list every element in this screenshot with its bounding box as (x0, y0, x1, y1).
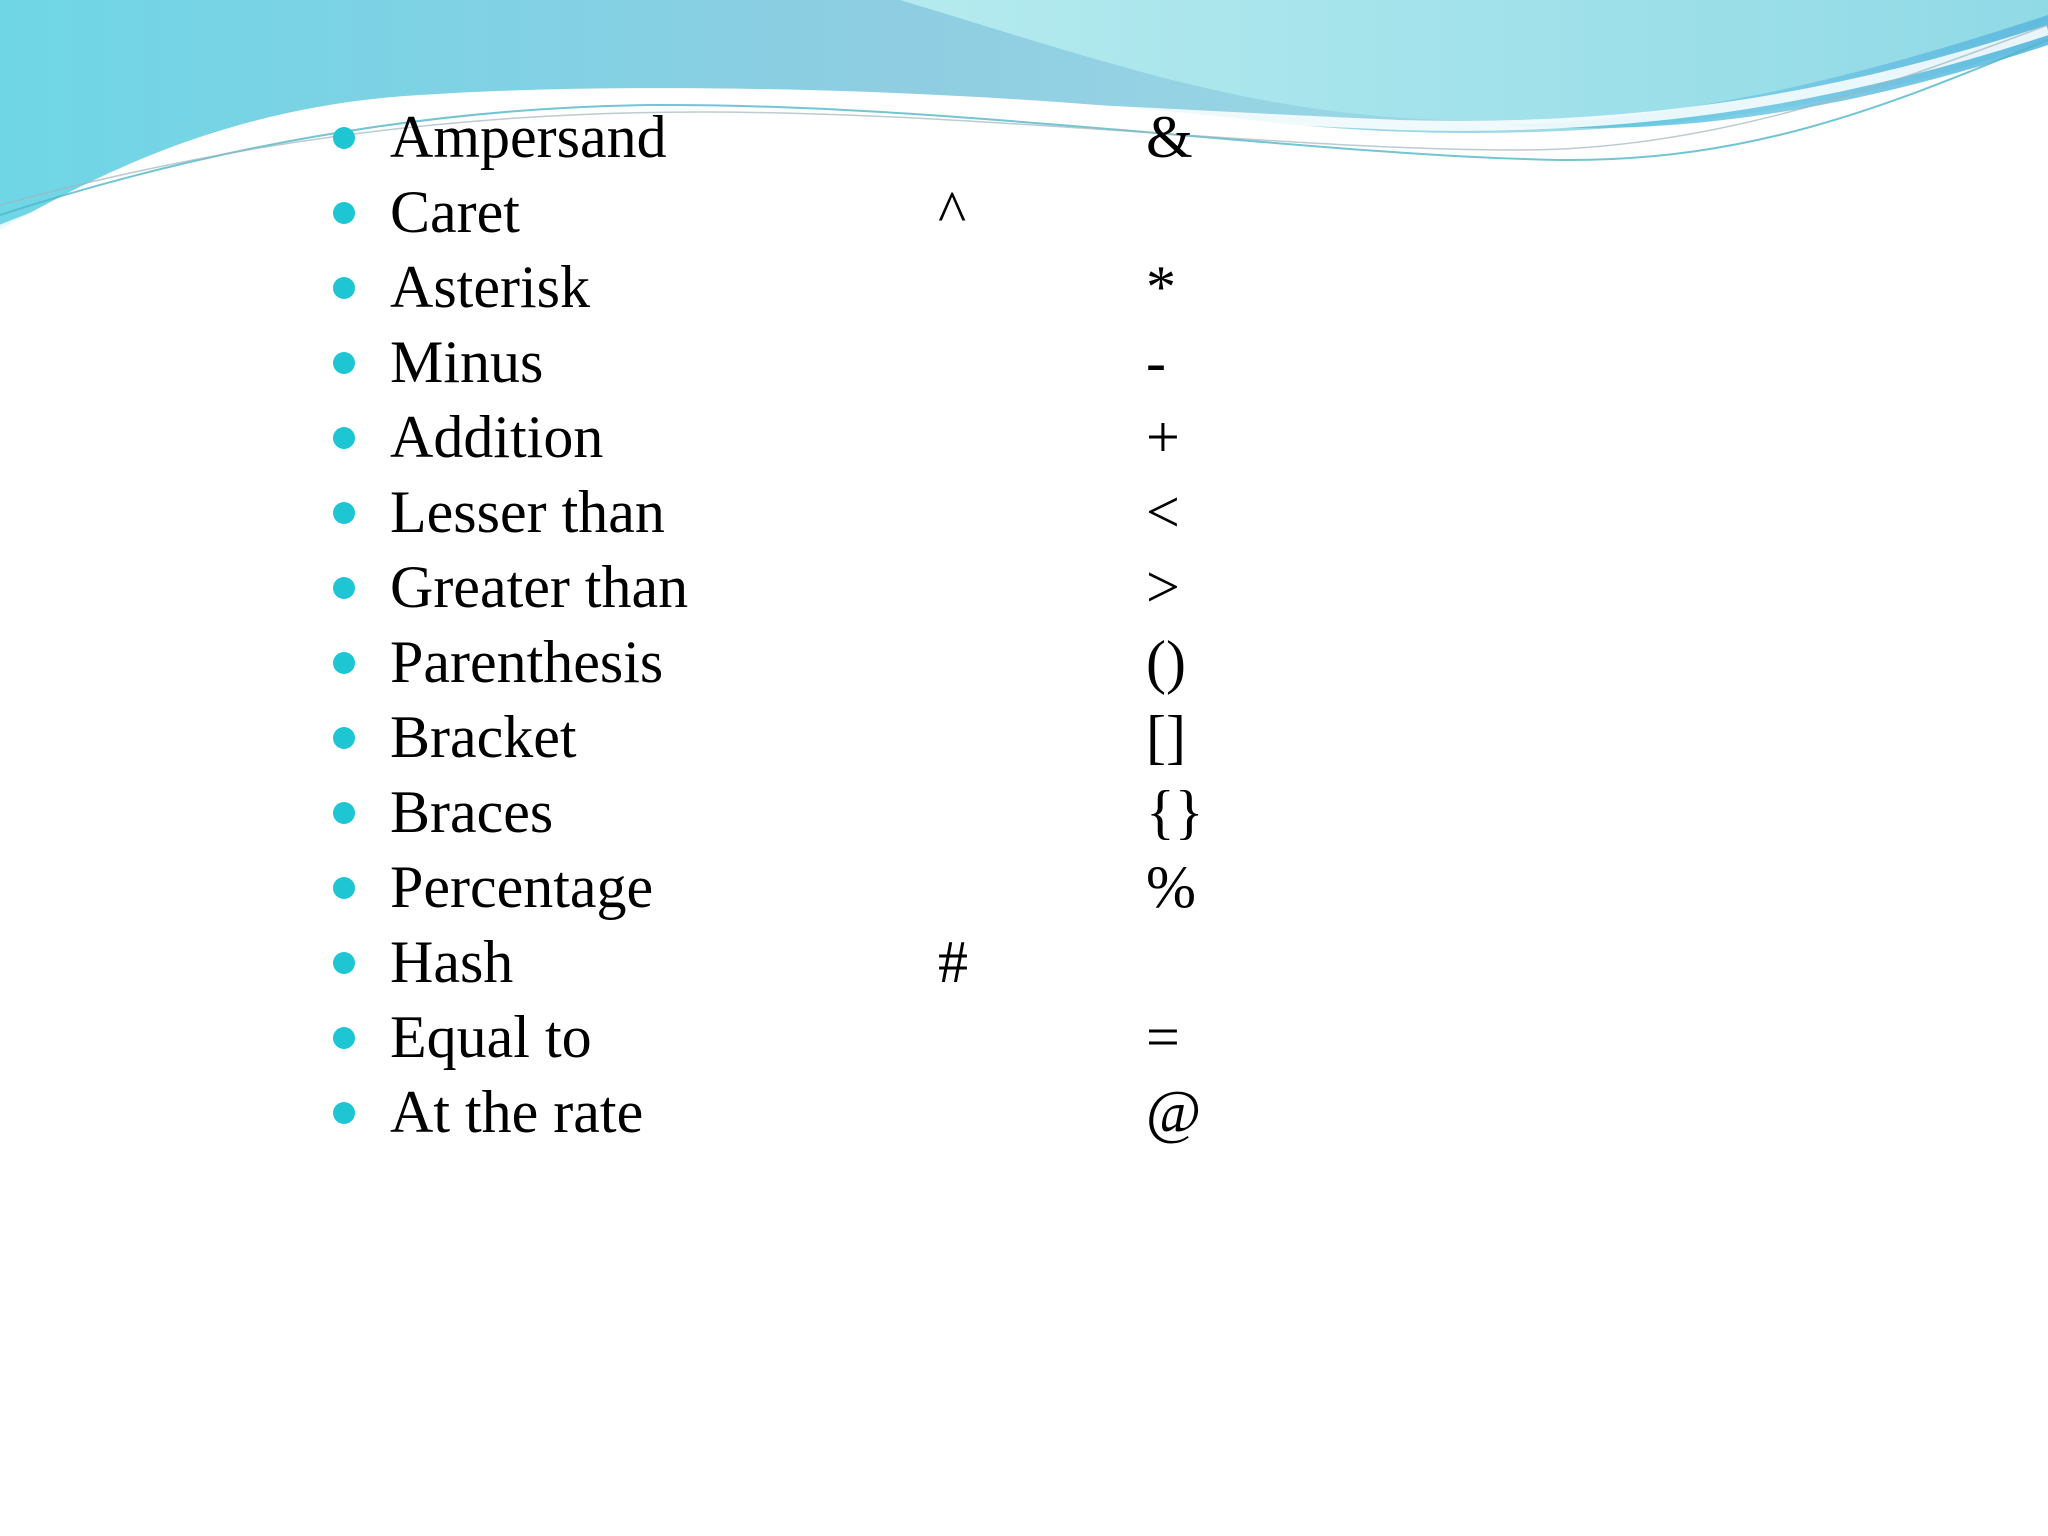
symbol-name: Addition (390, 404, 604, 470)
symbol-name: Ampersand (390, 104, 667, 170)
list-item (0, 550, 1400, 625)
symbol-glyph: @ (1146, 1079, 1202, 1145)
list-item (0, 625, 1400, 700)
symbol-name: Equal to (390, 1004, 592, 1070)
bullet-icon (333, 352, 355, 374)
list-item (0, 775, 1400, 850)
symbol-glyph: - (1146, 329, 1166, 395)
list-item (0, 400, 1400, 475)
symbol-glyph: + (1146, 404, 1180, 470)
symbol-name: Braces (390, 779, 554, 845)
symbol-glyph: [] (1146, 704, 1186, 770)
symbol-glyph: < (1146, 479, 1180, 545)
symbol-glyph: ^ (938, 179, 967, 245)
bullet-icon (333, 1102, 355, 1124)
list-item (0, 100, 1400, 175)
symbol-glyph: # (938, 929, 968, 995)
bullet-icon (333, 577, 355, 599)
symbol-name: Parenthesis (390, 629, 664, 695)
symbol-name: At the rate (390, 1079, 644, 1145)
list-item (0, 925, 1400, 1000)
symbol-name: Percentage (390, 854, 654, 920)
symbol-glyph: & (1146, 104, 1193, 170)
symbol-glyph: * (1146, 254, 1176, 320)
list-item (0, 325, 1400, 400)
bullet-icon (333, 427, 355, 449)
symbol-name: Asterisk (390, 254, 590, 320)
bullet-icon (333, 127, 355, 149)
symbol-name: Hash (390, 929, 514, 995)
symbol-name: Caret (390, 179, 520, 245)
bullet-icon (333, 1027, 355, 1049)
symbol-name: Minus (390, 329, 544, 395)
symbol-glyph: {} (1146, 779, 1204, 845)
list-item (0, 1000, 1400, 1075)
symbol-name: Greater than (390, 554, 689, 620)
symbol-glyph: () (1146, 629, 1186, 695)
symbol-name: Lesser than (390, 479, 665, 545)
bullet-icon (333, 727, 355, 749)
symbol-glyph: = (1146, 1004, 1180, 1070)
bullet-icon (333, 952, 355, 974)
list-item (0, 250, 1400, 325)
bullet-icon (333, 202, 355, 224)
list-item (0, 1075, 1400, 1150)
bullet-icon (333, 802, 355, 824)
bullet-icon (333, 877, 355, 899)
list-item (0, 475, 1400, 550)
bullet-icon (333, 502, 355, 524)
symbol-glyph: > (1146, 554, 1180, 620)
symbol-glyph: % (1146, 854, 1196, 920)
bullet-icon (333, 277, 355, 299)
symbol-name: Bracket (390, 704, 577, 770)
bullet-icon (333, 652, 355, 674)
list-item (0, 700, 1400, 775)
list-item (0, 850, 1400, 925)
list-item (0, 175, 1400, 250)
